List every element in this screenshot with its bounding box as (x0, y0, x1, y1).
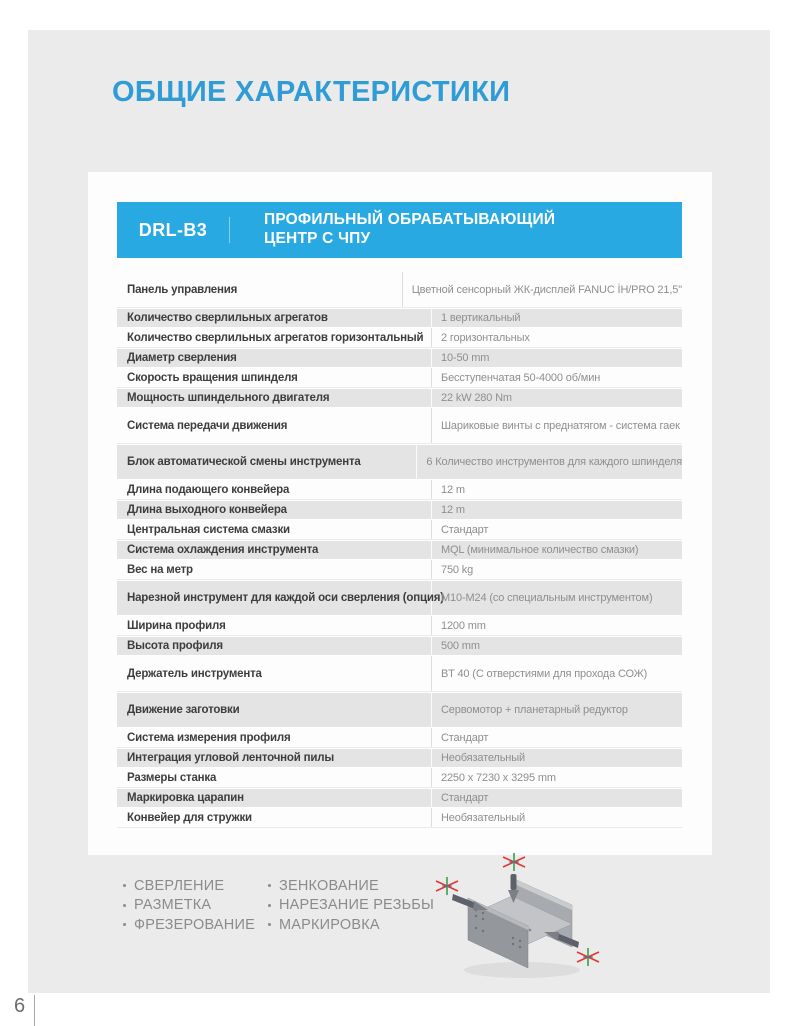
spec-value: 12 m (441, 504, 465, 516)
spec-label: Блок автоматической смены инструмента (117, 445, 417, 479)
spec-label: Конвейер для стружки (117, 808, 432, 827)
bullet-icon (268, 904, 271, 907)
content-panel (28, 30, 770, 993)
spec-label: Диаметр сверления (117, 349, 432, 367)
spec-label: Вес на метр (117, 560, 432, 579)
spec-table (117, 272, 682, 828)
model-name: DRL-B3 (138, 219, 208, 240)
feature-item (123, 896, 268, 916)
product-header (117, 202, 682, 258)
spec-label: Центральная система смазки (117, 520, 432, 539)
product-title-line1: ПРОФИЛЬНЫЙ ОБРАБАТЫВАЮЩИЙ (264, 211, 556, 229)
bullet-icon (123, 923, 126, 926)
spec-value: 12 m (441, 483, 465, 496)
spec-value: Сервомотор + планетарный редуктор (441, 704, 628, 716)
spec-row (117, 540, 682, 560)
spec-value: Стандарт (441, 523, 489, 536)
spec-row (117, 728, 682, 748)
product-title-line2: ЦЕНТР С ЧПУ (264, 230, 371, 247)
features-column-1 (123, 876, 268, 935)
spec-row (117, 272, 682, 308)
spec-row (117, 328, 682, 348)
feature-item (268, 915, 434, 935)
bullet-icon (123, 884, 126, 887)
spec-label: Движение заготовки (117, 693, 432, 727)
feature-item (123, 876, 268, 896)
spec-row (117, 788, 682, 808)
spec-value: 22 kW 280 Nm (441, 392, 512, 404)
spec-value: M10-M24 (со специальным инструментом) (441, 592, 653, 604)
spec-value: BT 40 (С отверстиями для прохода СОЖ) (441, 667, 648, 680)
spec-label: Система измерения профиля (117, 728, 432, 747)
spec-label: Количество сверлильных агрегатов горизонтальный (117, 328, 432, 347)
spec-row (117, 692, 682, 728)
product-title (264, 211, 555, 248)
spec-value: 2 горизонтальных (441, 331, 530, 344)
spec-value: Шариковые винты с преднатягом - система гаек (441, 419, 680, 432)
spec-row (117, 748, 682, 768)
spec-value: 2250 x 7230 x 3295 mm (441, 771, 556, 784)
spec-value: 10-50 mm (441, 352, 490, 364)
spec-row (117, 480, 682, 500)
spec-row (117, 580, 682, 616)
bullet-icon (268, 923, 271, 926)
axis-marker-left (436, 877, 458, 895)
spec-value: Необязательный (441, 752, 525, 764)
spec-label: Маркировка царапин (117, 789, 432, 807)
spec-label: Размеры станка (117, 768, 432, 787)
feature-label: МАРКИРОВКА (279, 916, 380, 933)
spec-label: Панель управления (117, 272, 403, 307)
feature-label: РАЗМЕТКА (134, 897, 212, 914)
spec-value: Стандарт (441, 792, 489, 804)
feature-item (123, 915, 268, 935)
machining-3d-illustration (420, 850, 650, 990)
page-number: 6 (14, 995, 26, 1017)
spec-label: Система охлаждения инструмента (117, 541, 432, 559)
page-title: ОБЩИЕ ХАРАКТЕРИСТИКИ (112, 76, 511, 108)
feature-item (268, 876, 434, 896)
feature-label: ЗЕНКОВАНИЕ (279, 877, 379, 894)
axis-marker-top (503, 853, 525, 871)
bullet-icon (268, 884, 271, 887)
spec-row (117, 388, 682, 408)
spec-row (117, 348, 682, 368)
spec-value: 500 mm (441, 640, 480, 652)
footer-divider-line (34, 995, 35, 1026)
spec-row (117, 500, 682, 520)
spec-value: MQL (минимальное количество смазки) (441, 544, 639, 556)
page-footer (0, 993, 60, 1026)
header-divider (229, 217, 230, 243)
spec-row (117, 808, 682, 828)
spec-label: Мощность шпиндельного двигателя (117, 389, 432, 407)
spec-value: Необязательный (441, 811, 525, 824)
spec-row (117, 308, 682, 328)
spec-label: Количество сверлильных агрегатов (117, 309, 432, 327)
spec-row (117, 768, 682, 788)
spec-label: Интеграция угловой ленточной пилы (117, 749, 432, 767)
features-list (123, 876, 434, 935)
spec-value: Бесступенчатая 50-4000 об/мин (441, 371, 601, 384)
spec-value: Цветной сенсорный ЖК-дисплей FANUC İH/PRO 21,5" (411, 283, 682, 296)
spec-label: Держатель инструмента (117, 656, 432, 691)
spec-row (117, 636, 682, 656)
spec-label: Длина выходного конвейера (117, 501, 432, 519)
spec-value: 1200 mm (441, 619, 486, 632)
spec-label: Скорость вращения шпинделя (117, 368, 432, 387)
spec-label: Длина подающего конвейера (117, 480, 432, 499)
spec-row (117, 520, 682, 540)
spec-label: Высота профиля (117, 637, 432, 655)
spec-value: Стандарт (441, 731, 489, 744)
spec-row (117, 444, 682, 480)
feature-label: НАРЕЗАНИЕ РЕЗЬБЫ (279, 897, 435, 914)
spec-value: 1 вертикальный (441, 312, 521, 324)
spec-row (117, 368, 682, 388)
spec-row (117, 560, 682, 580)
feature-label: ФРЕЗЕРОВАНИЕ (134, 916, 255, 933)
spec-label: Нарезной инструмент для каждой оси сверления (опция) (117, 581, 432, 615)
axis-marker-bottom-right (577, 948, 599, 966)
spec-value: 6 Количество инструментов для каждого шпинделя (426, 456, 682, 468)
features-column-2 (268, 876, 434, 935)
spec-card (88, 172, 712, 855)
bullet-icon (123, 904, 126, 907)
spec-row (117, 656, 682, 692)
spec-label: Ширина профиля (117, 616, 432, 635)
spec-row (117, 408, 682, 444)
spec-row (117, 616, 682, 636)
feature-label: СВЕРЛЕНИЕ (134, 877, 225, 894)
spec-label: Система передачи движения (117, 408, 432, 443)
feature-item (268, 896, 434, 916)
spec-value: 750 kg (441, 563, 474, 576)
